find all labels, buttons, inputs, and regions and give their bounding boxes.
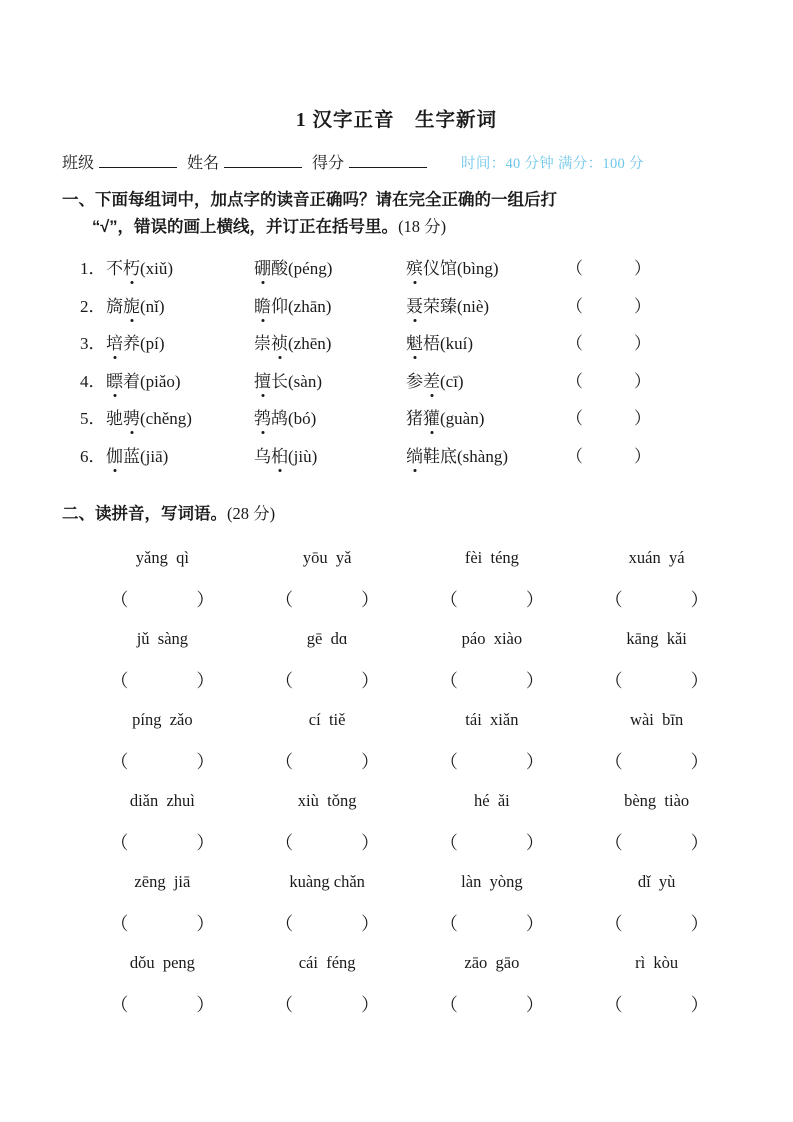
bracket-open: （ [439, 589, 458, 610]
section-two-heading-text: 二、读拼音，写词语。 [62, 505, 227, 524]
answer-bracket[interactable] [245, 991, 410, 1017]
pinyin-prompt: rì kòu [635, 953, 679, 973]
answer-bracket[interactable] [80, 667, 245, 693]
bracket-open: （ [110, 670, 129, 691]
pinyin-answer-group [80, 700, 739, 781]
word-char: 鞋底 [423, 446, 457, 466]
pinyin-prompt: wài bīn [630, 710, 684, 730]
bracket-open: （ [275, 832, 294, 853]
pinyin-prompt: làn yòng [461, 872, 523, 892]
name-label: 姓名 [187, 155, 220, 172]
pinyin-prompt: xuán yá [628, 548, 685, 568]
answer-bracket[interactable] [410, 910, 575, 936]
bracket-open: （ [604, 589, 623, 610]
answer-bracket-row [80, 659, 739, 700]
question-row [80, 442, 739, 480]
word-with-pinyin [254, 254, 406, 279]
pinyin-row [80, 700, 739, 740]
pinyin-answer-group [80, 619, 739, 700]
word-char: 着 [123, 371, 140, 391]
bracket-close: ） [196, 589, 215, 610]
bracket-open: （ [604, 913, 623, 934]
bracket-open: （ [110, 589, 129, 610]
bracket-open: （ [604, 832, 623, 853]
dotted-char: 瞻 [254, 292, 271, 317]
bracket-close: ） [690, 670, 709, 691]
bracket-open: （ [604, 751, 623, 772]
answer-bracket[interactable] [80, 910, 245, 936]
answer-bracket[interactable] [80, 586, 245, 612]
word-char: 乌 [254, 446, 271, 466]
class-blank[interactable] [99, 152, 177, 168]
pinyin-prompt: yōu yǎ [302, 548, 352, 568]
bracket-close: ） [525, 994, 544, 1015]
pinyin-annotation: (kuí) [440, 334, 474, 354]
bracket-close: ） [196, 913, 215, 934]
word-with-pinyin [254, 367, 406, 392]
answer-bracket[interactable] [410, 829, 575, 855]
question-number: 2． [80, 296, 106, 316]
answer-bracket[interactable] [574, 586, 739, 612]
bracket-close: ） [690, 832, 709, 853]
pinyin-annotation: (nǐ) [140, 296, 165, 316]
word-with-pinyin [254, 329, 406, 354]
bracket-open: （ [110, 913, 129, 934]
pinyin-prompt: xiù tǒng [297, 791, 357, 811]
word-with-pinyin [406, 367, 556, 392]
pinyin-prompt: bèng tiào [624, 791, 690, 811]
word-char: 蓝 [123, 446, 140, 466]
dotted-char: 擅 [254, 367, 271, 392]
bracket-open: （ [439, 751, 458, 772]
question-number: 1． [80, 259, 106, 279]
section-two-points: (28 分) [227, 504, 276, 524]
pinyin-prompt: zāo gāo [464, 953, 520, 973]
pinyin-answer-group [80, 862, 739, 943]
word-with-pinyin [106, 367, 254, 392]
word-char: 梧 [423, 334, 440, 354]
dotted-char: 培 [106, 329, 123, 354]
pinyin-prompt: kāng kǎi [626, 629, 687, 649]
word-char: 长 [271, 371, 288, 391]
class-label: 班级 [62, 155, 95, 172]
name-blank[interactable] [224, 152, 302, 168]
answer-bracket[interactable] [245, 586, 410, 612]
answer-bracket[interactable] [574, 667, 739, 693]
bracket-close: ） [361, 589, 380, 610]
section-one-heading-line2: “√”，错误的画上横线，并订正在括号里。 [92, 217, 399, 236]
bracket-open: （ [439, 670, 458, 691]
word-with-pinyin [106, 254, 254, 279]
word-char: 不 [106, 259, 123, 279]
pinyin-prompt: fèi téng [464, 548, 519, 568]
word-with-pinyin [106, 442, 254, 467]
pinyin-annotation: (jiù) [288, 446, 318, 466]
bracket-open: （ [275, 670, 294, 691]
answer-bracket[interactable]: （ ） [566, 334, 651, 354]
answer-bracket[interactable]: （ ） [566, 371, 651, 391]
dotted-char: 绱 [406, 442, 423, 467]
bracket-close: ） [196, 670, 215, 691]
answer-bracket[interactable] [80, 991, 245, 1017]
score-blank[interactable] [349, 152, 427, 168]
word-with-pinyin [106, 329, 254, 354]
answer-bracket-row [80, 902, 739, 943]
bracket-close: ） [361, 913, 380, 934]
pinyin-annotation: (pí) [140, 334, 165, 354]
answer-bracket[interactable] [80, 829, 245, 855]
question-number: 3． [80, 334, 106, 354]
word-with-pinyin [406, 442, 556, 467]
bracket-close: ） [361, 751, 380, 772]
pinyin-prompt: páo xiào [461, 629, 523, 649]
section-two-pinyin-grid [54, 538, 739, 1024]
word-with-pinyin [406, 254, 556, 279]
answer-bracket[interactable]: （ ） [566, 409, 651, 429]
pinyin-prompt: jǔ sàng [136, 629, 189, 649]
section-one-points: (18 分) [398, 216, 447, 236]
question-row [80, 292, 739, 330]
pinyin-prompt: dǒu peng [129, 953, 195, 973]
dotted-char: 祯 [271, 329, 288, 354]
answer-bracket[interactable] [245, 667, 410, 693]
pinyin-annotation: (chěng) [140, 409, 192, 429]
exam-meta-info: 时间：40 分钟 满分：100 分 [461, 156, 644, 172]
word-char: 酸 [271, 259, 288, 279]
dotted-char: 骋 [123, 404, 140, 429]
answer-bracket[interactable]: （ ） [566, 446, 651, 466]
bracket-close: ） [525, 670, 544, 691]
pinyin-row [80, 943, 739, 983]
bracket-open: （ [275, 994, 294, 1015]
dotted-char: 殡 [406, 254, 423, 279]
answer-bracket[interactable] [574, 829, 739, 855]
word-char: 驰 [106, 409, 123, 429]
pinyin-answer-group [80, 781, 739, 862]
bracket-open: （ [439, 994, 458, 1015]
answer-bracket[interactable] [574, 991, 739, 1017]
question-row [80, 329, 739, 367]
word-with-pinyin [254, 442, 406, 467]
dotted-char: 朽 [123, 254, 140, 279]
pinyin-annotation: (bó) [288, 409, 317, 429]
word-with-pinyin [406, 404, 556, 429]
answer-bracket[interactable] [410, 991, 575, 1017]
pinyin-annotation: (piǎo) [140, 371, 181, 391]
pinyin-row [80, 538, 739, 578]
word-char: 仪馆 [423, 259, 457, 279]
dotted-char: 硼 [254, 254, 271, 279]
pinyin-annotation: (jiā) [140, 446, 169, 466]
section-two-heading [54, 501, 739, 528]
bracket-close: ） [196, 994, 215, 1015]
pinyin-prompt: kuàng chǎn [289, 872, 365, 892]
dotted-char: 旎 [123, 292, 140, 317]
answer-bracket[interactable] [245, 910, 410, 936]
answer-bracket[interactable] [574, 910, 739, 936]
pinyin-annotation: (sàn) [288, 371, 322, 391]
bracket-open: （ [275, 913, 294, 934]
pinyin-annotation: (cī) [440, 371, 464, 391]
word-char: 养 [123, 334, 140, 354]
bracket-close: ） [361, 994, 380, 1015]
question-row [80, 404, 739, 442]
answer-bracket-row [80, 740, 739, 781]
pinyin-answer-group [80, 943, 739, 1024]
pinyin-prompt: tái xiǎn [465, 710, 519, 730]
pinyin-prompt: hé ǎi [474, 791, 510, 811]
word-char: 猪 [406, 409, 423, 429]
section-one-item-list [54, 254, 739, 479]
dotted-char: 差 [423, 367, 440, 392]
pinyin-annotation: (zhān) [288, 296, 332, 316]
question-row [80, 367, 739, 405]
bracket-close: ） [196, 832, 215, 853]
pinyin-row [80, 862, 739, 902]
word-with-pinyin [254, 404, 406, 429]
pinyin-prompt: gē dɑ [306, 629, 348, 649]
dotted-char: 伽 [106, 442, 123, 467]
pinyin-prompt: cí tiě [308, 710, 346, 730]
section-one-heading [54, 187, 739, 240]
pinyin-annotation: (niè) [457, 296, 490, 316]
word-with-pinyin [406, 292, 556, 317]
bracket-open: （ [604, 670, 623, 691]
question-number: 5． [80, 409, 106, 429]
section-one-heading-line1: 一、下面每组词中，加点字的读音正确吗？请在完全正确的一组后打 [62, 191, 557, 209]
word-char: 鸪 [271, 409, 288, 429]
word-char: 荣臻 [423, 296, 457, 316]
pinyin-prompt: diǎn zhuì [129, 791, 195, 811]
answer-bracket[interactable] [245, 829, 410, 855]
answer-bracket-row [80, 578, 739, 619]
pinyin-answer-group [80, 538, 739, 619]
answer-bracket[interactable] [410, 667, 575, 693]
bracket-open: （ [439, 832, 458, 853]
pinyin-annotation: (péng) [288, 259, 333, 279]
bracket-close: ） [196, 751, 215, 772]
bracket-open: （ [275, 751, 294, 772]
pinyin-annotation: (bìng) [457, 259, 499, 279]
pinyin-annotation: (xiǔ) [140, 259, 174, 279]
student-info-header [54, 150, 739, 173]
word-char: 崇 [254, 334, 271, 354]
bracket-close: ） [525, 832, 544, 853]
dotted-char: 瞟 [106, 367, 123, 392]
pinyin-row [80, 619, 739, 659]
word-with-pinyin [106, 292, 254, 317]
answer-bracket[interactable] [410, 586, 575, 612]
bracket-open: （ [110, 751, 129, 772]
bracket-close: ） [525, 913, 544, 934]
pinyin-row [80, 781, 739, 821]
answer-bracket[interactable] [80, 748, 245, 774]
bracket-open: （ [110, 832, 129, 853]
answer-bracket[interactable] [574, 748, 739, 774]
dotted-char: 鹁 [254, 404, 271, 429]
section-one-heading-line2-wrap [62, 214, 739, 241]
word-with-pinyin [106, 404, 254, 429]
question-number: 4． [80, 371, 106, 391]
dotted-char: 獾 [423, 404, 440, 429]
word-with-pinyin [406, 329, 556, 354]
answer-bracket[interactable]: （ ） [566, 296, 651, 316]
bracket-close: ） [525, 589, 544, 610]
bracket-open: （ [439, 913, 458, 934]
bracket-close: ） [361, 670, 380, 691]
word-with-pinyin [254, 292, 406, 317]
answer-bracket[interactable]: （ ） [566, 259, 651, 279]
pinyin-prompt: cái féng [298, 953, 356, 973]
page-title: 1 汉字正音 生字新词 [295, 110, 498, 131]
question-number: 6． [80, 446, 106, 466]
pinyin-annotation: (shàng) [457, 446, 508, 466]
pinyin-prompt: píng zǎo [132, 710, 193, 730]
word-char: 参 [406, 371, 423, 391]
dotted-char: 聂 [406, 292, 423, 317]
word-char: 仰 [271, 296, 288, 316]
answer-bracket-row [80, 983, 739, 1024]
pinyin-prompt: yǎng qì [135, 548, 189, 568]
dotted-char: 魁 [406, 329, 423, 354]
pinyin-annotation: (zhēn) [288, 334, 332, 354]
bracket-close: ） [690, 913, 709, 934]
bracket-close: ） [690, 751, 709, 772]
pinyin-prompt: zēng jiā [134, 872, 191, 892]
bracket-close: ） [525, 751, 544, 772]
answer-bracket-row [80, 821, 739, 862]
word-char: 旖 [106, 296, 123, 316]
pinyin-annotation: (guàn) [440, 409, 485, 429]
bracket-open: （ [275, 589, 294, 610]
pinyin-prompt: dǐ yù [637, 872, 676, 892]
answer-bracket[interactable] [410, 748, 575, 774]
score-label: 得分 [312, 155, 345, 172]
bracket-open: （ [604, 994, 623, 1015]
bracket-close: ） [690, 589, 709, 610]
bracket-close: ） [361, 832, 380, 853]
bracket-close: ） [690, 994, 709, 1015]
question-row [80, 254, 739, 292]
bracket-open: （ [110, 994, 129, 1015]
dotted-char: 桕 [271, 442, 288, 467]
answer-bracket[interactable] [245, 748, 410, 774]
